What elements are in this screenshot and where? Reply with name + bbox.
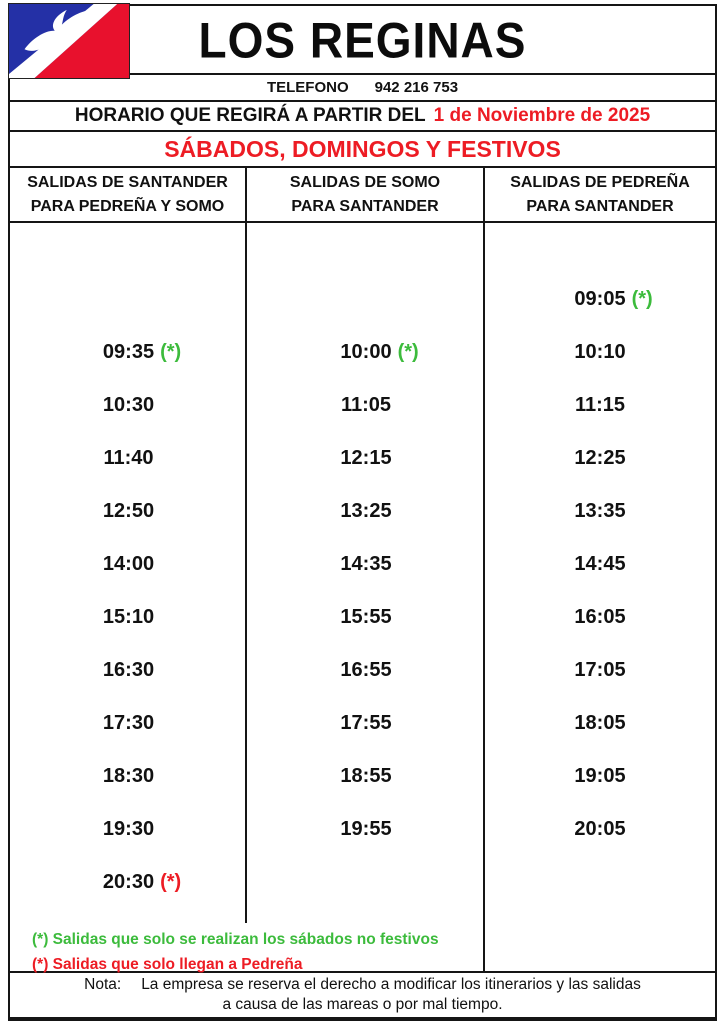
phone-label: TELEFONO: [266, 79, 349, 96]
time-cell: 12:50: [102, 500, 155, 522]
flag-icon: [9, 4, 129, 78]
time-cell: 15:10: [102, 606, 155, 628]
time-cell: 12:15: [340, 447, 392, 469]
time-cell: 19:55: [340, 818, 392, 840]
times-column-pedrena: [485, 223, 715, 971]
time-cell: 16:05: [574, 606, 626, 628]
time-cell: 13:35: [574, 500, 626, 522]
time-cell: 18:05: [574, 712, 626, 734]
phone-row: [10, 75, 715, 102]
asterisk-mark-green: (*): [160, 341, 182, 363]
time-cell: 10:00 (*): [340, 341, 419, 363]
time-cell: 17:30: [102, 712, 155, 734]
time-cell: 19:30: [102, 818, 155, 840]
time-cell: 17:55: [340, 712, 392, 734]
column-header-line: PARA PEDREÑA Y SOMO: [30, 197, 225, 215]
column-divider: [483, 223, 485, 971]
time-cell: [247, 856, 485, 909]
column-header-line: SALIDAS DE PEDREÑA: [510, 173, 690, 191]
company-flag-logo: [8, 3, 130, 79]
phone-number: 942 216 753: [374, 79, 459, 96]
time-cell: [247, 273, 485, 326]
time-cell: 13:25: [340, 500, 392, 522]
column-header-somo: [247, 168, 485, 221]
time-cell: [485, 856, 715, 909]
time-cell: 18:55: [340, 765, 392, 787]
title-row: [10, 6, 715, 75]
column-headers: [10, 168, 715, 223]
effective-date-row: [10, 102, 715, 132]
days-heading: SÁBADOS, DOMINGOS Y FESTIVOS: [10, 132, 715, 168]
note-row: [10, 971, 715, 1017]
footnote-saturdays-only: (*) Salidas que solo se realizan los sábados no festivos: [32, 931, 439, 948]
time-cell: 16:55: [340, 659, 392, 681]
time-cell: [10, 273, 247, 326]
time-cell: 11:15: [574, 394, 626, 416]
asterisk-mark-green: (*): [631, 288, 653, 310]
footnotes: [32, 931, 439, 974]
note-line2: a causa de las mareas o por mal tiempo.: [222, 996, 503, 1013]
note-label: Nota:: [84, 976, 122, 993]
column-header-line: PARA SANTANDER: [526, 197, 674, 215]
time-cell: 14:35: [340, 553, 392, 575]
time-cell: 18:30: [102, 765, 155, 787]
time-cell: 09:35 (*): [102, 341, 182, 363]
time-cell: 10:30: [102, 394, 155, 416]
note-text: La empresa se reserva el derecho a modificar los itinerarios y las salidas: [141, 976, 641, 993]
time-cell: 11:40: [103, 447, 154, 469]
time-cell: 14:00: [102, 553, 155, 575]
footnote-pedrena-only: (*) Salidas que solo llegan a Pedreña: [32, 956, 303, 973]
schedule-body: [10, 223, 715, 971]
time-cell: 10:10: [574, 341, 626, 363]
effective-label: HORARIO QUE REGIRÁ A PARTIR DEL: [74, 105, 426, 126]
asterisk-mark-red: (*): [160, 871, 182, 893]
column-header-line: SALIDAS DE SOMO: [289, 173, 441, 191]
column-divider: [245, 223, 247, 923]
column-header-pedrena: [485, 168, 715, 221]
time-cell: 19:05: [574, 765, 626, 787]
column-header-line: PARA SANTANDER: [291, 197, 439, 215]
times-column-somo: [247, 223, 485, 971]
asterisk-mark-green: (*): [397, 341, 419, 363]
time-cell: 11:05: [340, 394, 392, 416]
time-cell: 14:45: [574, 553, 626, 575]
note-line1: [84, 975, 641, 995]
times-column-santander: [10, 223, 247, 971]
effective-date: 1 de Noviembre de 2025: [433, 105, 651, 126]
timetable-document: [8, 4, 717, 1021]
page-title: LOS REGINAS: [198, 11, 527, 68]
time-cell: 17:05: [574, 659, 626, 681]
time-cell: 20:05: [574, 818, 626, 840]
time-cell: 16:30: [102, 659, 155, 681]
column-header-santander: [10, 168, 247, 221]
time-cell: 12:25: [574, 447, 626, 469]
time-cell: 20:30 (*): [102, 871, 182, 893]
time-cell: 09:05 (*): [574, 288, 653, 310]
column-header-line: SALIDAS DE SANTANDER: [27, 173, 228, 191]
time-cell: 15:55: [340, 606, 392, 628]
